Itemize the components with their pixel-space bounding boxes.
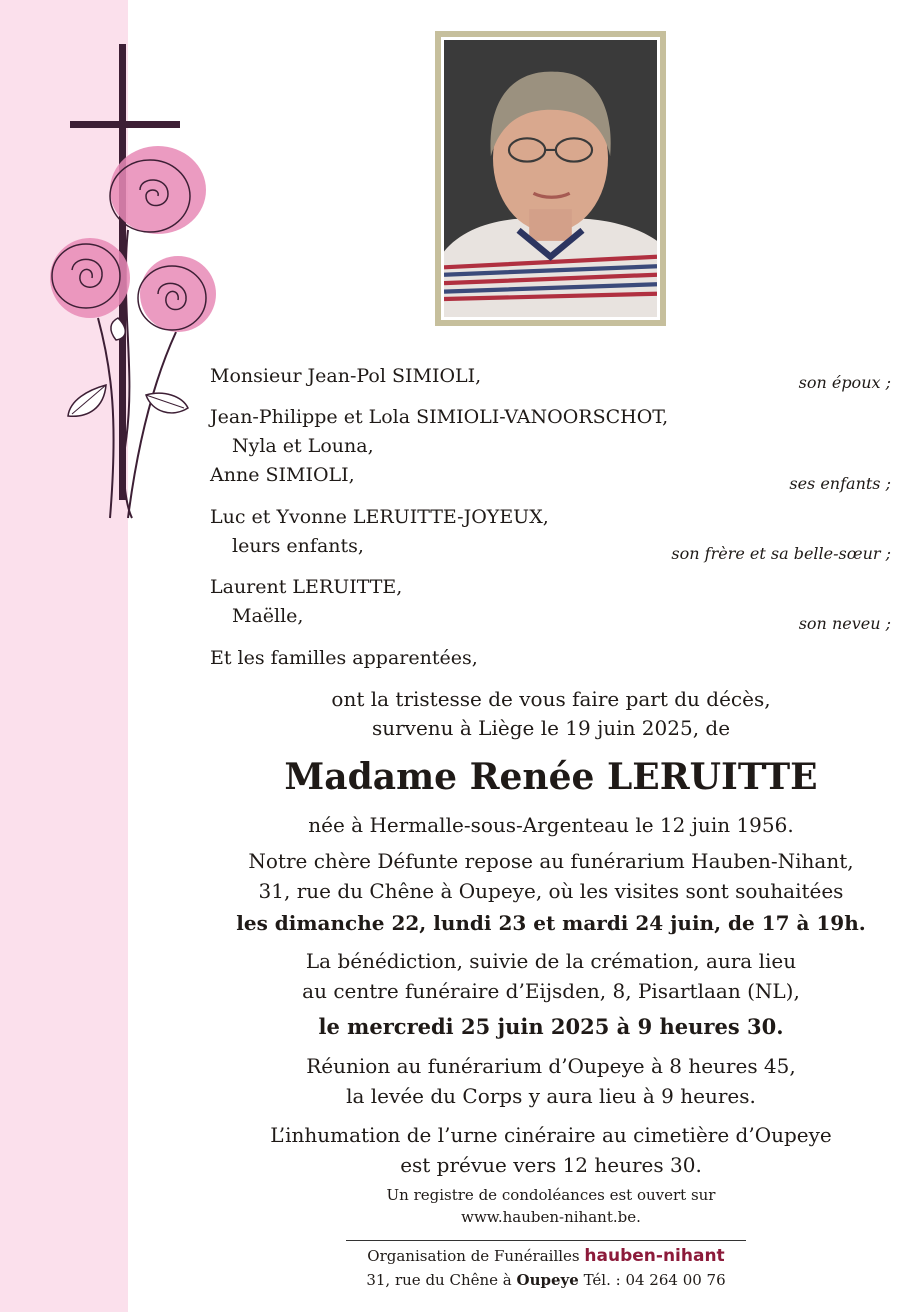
footer-address-city: Oupeye xyxy=(516,1271,579,1289)
role-brother: son frère et sa belle-sœur ; xyxy=(671,544,891,563)
footer-organizer xyxy=(346,1244,746,1268)
family-line-grandchildren: Nyla et Louna, xyxy=(232,435,374,457)
footer-divider xyxy=(346,1240,746,1241)
cross-with-roses-icon xyxy=(28,40,228,530)
family-line-brother-children: leurs enfants, xyxy=(232,535,364,557)
deceased-name: Madame Renée LERUITTE xyxy=(284,756,818,798)
registry-link[interactable]: www.hauben-nihant.be. xyxy=(461,1208,641,1226)
family-line-relatives: Et les familles apparentées, xyxy=(210,647,478,669)
details-line-5: au centre funéraire d’Eijsden, 8, Pisartlaan (NL), xyxy=(302,979,800,1003)
announcement-line-2: survenu à Liège le 19 juin 2025, de xyxy=(371,716,731,740)
details-line-2: 31, rue du Chêne à Oupeye, où les visites sont souhaitées xyxy=(258,879,844,903)
birth-info: née à Hermalle-sous-Argenteau le 12 juin 1956. xyxy=(308,813,794,837)
role-children: ses enfants ; xyxy=(789,474,891,493)
portrait-photo xyxy=(444,40,657,317)
photo-frame xyxy=(435,31,666,326)
role-spouse: son époux ; xyxy=(798,373,891,392)
details-line-8: la levée du Corps y aura lieu à 9 heures. xyxy=(346,1084,756,1108)
footer-phone: Tél. : 04 264 00 76 xyxy=(583,1271,726,1289)
details-line-9: L’inhumation de l’urne cinéraire au cimetière d’Oupeye xyxy=(270,1123,832,1147)
ceremony-date: le mercredi 25 juin 2025 à 9 heures 30. xyxy=(318,1014,784,1039)
family-line-child-1: Jean-Philippe et Lola SIMIOLI-VANOORSCHOT, xyxy=(210,406,669,428)
visiting-hours: les dimanche 22, lundi 23 et mardi 24 juin, de 17 à 19h. xyxy=(236,911,866,935)
role-nephew: son neveu ; xyxy=(798,614,891,633)
details-line-7: Réunion au funérarium d’Oupeye à 8 heures 45, xyxy=(306,1054,796,1078)
details-line-10: est prévue vers 12 heures 30. xyxy=(400,1153,702,1177)
family-line-brother: Luc et Yvonne LERUITTE-JOYEUX, xyxy=(210,506,549,528)
footer-address-prefix: 31, rue du Chêne à xyxy=(366,1271,512,1289)
details-line-1: Notre chère Défunte repose au funérarium Hauben-Nihant, xyxy=(248,849,854,873)
family-line-nephew: Laurent LERUITTE, xyxy=(210,576,403,598)
footer-address xyxy=(346,1268,746,1292)
announcement-line-1: ont la tristesse de vous faire part du décès, xyxy=(331,687,771,711)
family-line-child-2: Anne SIMIOLI, xyxy=(210,464,355,486)
brand-logo: hauben-nihant xyxy=(584,1246,725,1266)
registry-line-1: Un registre de condoléances est ouvert sur xyxy=(386,1186,716,1204)
family-line-spouse: Monsieur Jean-Pol SIMIOLI, xyxy=(210,365,482,387)
footer-org-label: Organisation de Funérailles xyxy=(367,1247,580,1265)
family-line-nephew-child: Maëlle, xyxy=(232,605,304,627)
details-line-4: La bénédiction, suivie de la crémation, aura lieu xyxy=(305,949,797,973)
